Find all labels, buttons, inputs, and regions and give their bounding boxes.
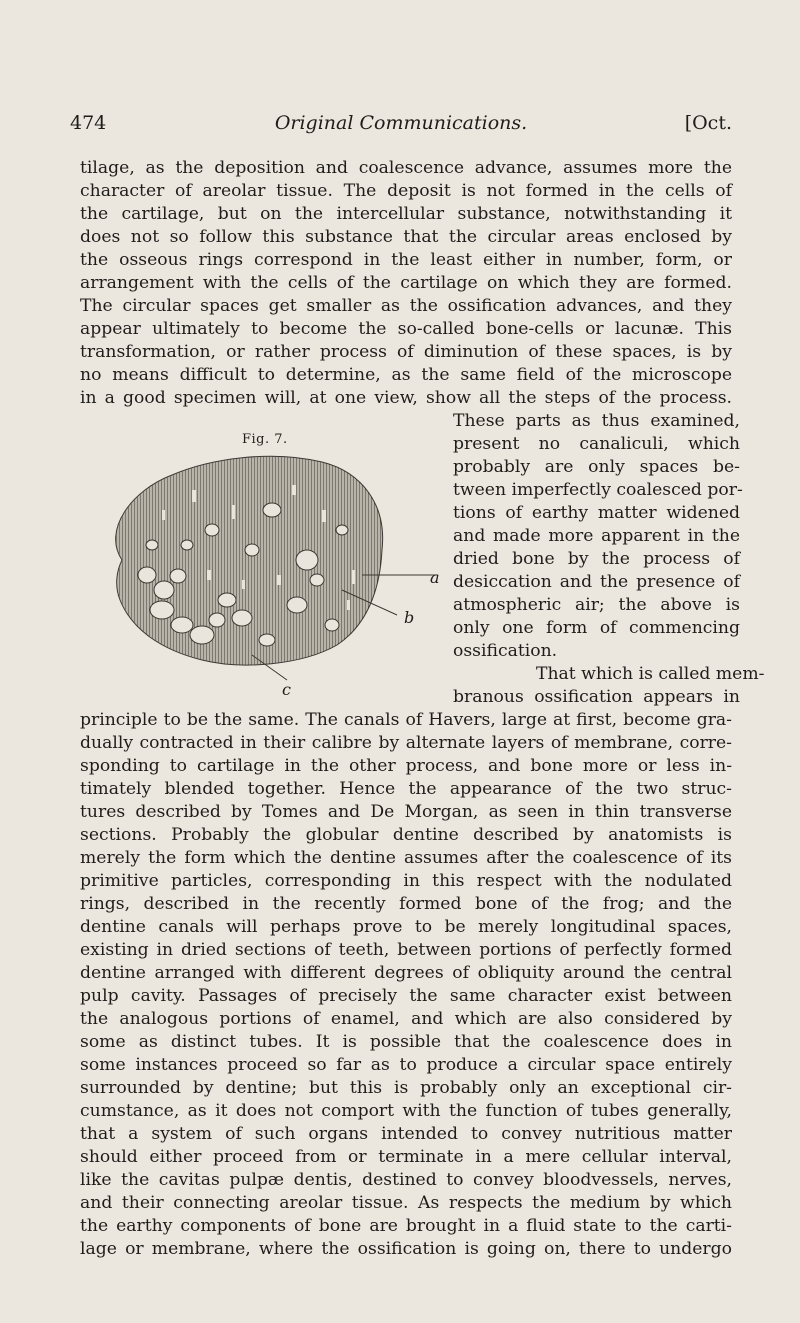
text-line: atmospheric air; the above is <box>453 595 740 615</box>
text-line: that a system of such organs intended to convey nutritious matter <box>80 1124 732 1144</box>
text-line: sections. Probably the globular dentine described by anatomists is <box>80 825 732 845</box>
text-line: The circular spaces get smaller as the ossification advances, and they <box>80 296 732 316</box>
text-line: character of areolar tissue. The deposit is not formed in the cells of <box>80 181 732 201</box>
figure-label-b: b <box>404 608 415 627</box>
text-line: arrangement with the cells of the cartilage on which they are formed. <box>80 273 732 293</box>
text-line: tilage, as the deposition and coalescence advance, assumes more the <box>80 158 732 178</box>
text-line: probably are only spaces be- <box>453 457 740 477</box>
text-line: dentine canals will perhaps prove to be merely longitudinal spaces, <box>80 917 732 937</box>
running-title: Original Communications. <box>274 112 528 134</box>
text-line: tions of earthy matter widened <box>453 503 740 523</box>
text-line: desiccation and the presence of <box>453 572 740 592</box>
text-line: timately blended together. Hence the appearance of the two struc- <box>80 779 732 799</box>
text-line: tures described by Tomes and De Morgan, as seen in thin transverse <box>80 802 732 822</box>
text-line: present no canaliculi, which <box>453 434 740 454</box>
running-header <box>70 112 732 142</box>
text-line: the analogous portions of enamel, and which are also considered by <box>80 1009 732 1029</box>
text-line: dentine arranged with different degrees of obliquity around the central <box>80 963 732 983</box>
text-line: the osseous rings correspond in the least either in number, form, or <box>80 250 732 270</box>
text-line: principle to be the same. The canals of Havers, large at first, become gra- <box>80 710 732 730</box>
text-line: These parts as thus examined, <box>453 411 740 431</box>
text-line: branous ossification appears in <box>453 687 740 707</box>
text-line: appear ultimately to become the so-called bone-cells or lacunæ. This <box>80 319 732 339</box>
text-line: and their connecting areolar tissue. As respects the medium by which <box>80 1193 732 1213</box>
text-line: sponding to cartilage in the other process, and bone more or less in- <box>80 756 732 776</box>
figure-7 <box>92 432 440 702</box>
text-line: lage or membrane, where the ossification is going on, there to undergo <box>80 1239 732 1259</box>
text-line: no means difficult to determine, as the same field of the microscope <box>80 365 732 385</box>
text-line: the cartilage, but on the intercellular substance, notwithstanding it <box>80 204 732 224</box>
figure-caption: Fig. 7. <box>242 432 288 447</box>
figure-label-a: a <box>430 568 440 587</box>
text-line: existing in dried sections of teeth, between portions of perfectly formed <box>80 940 732 960</box>
text-line: primitive particles, corresponding in this respect with the nodulated <box>80 871 732 891</box>
page-number: 474 <box>70 112 107 134</box>
text-line: only one form of commencing <box>453 618 740 638</box>
text-line: rings, described in the recently formed bone of the frog; and the <box>80 894 732 914</box>
text-line: merely the form which the dentine assumes after the coalescence of its <box>80 848 732 868</box>
text-line: some instances proceed so far as to produce a circular space entirely <box>80 1055 732 1075</box>
text-line: the earthy components of bone are brought in a fluid state to the carti- <box>80 1216 732 1236</box>
header-month: [Oct. <box>684 112 732 134</box>
text-line: tween imperfectly coalesced por- <box>453 480 743 500</box>
text-line: and made more apparent in the <box>453 526 740 546</box>
text-line: surrounded by dentine; but this is probably only an exceptional cir- <box>80 1078 732 1098</box>
text-line: in a good specimen will, at one view, show all the steps of the process. <box>80 388 732 408</box>
text-line: cumstance, as it does not comport with the function of tubes generally, <box>80 1101 732 1121</box>
text-line: transformation, or rather process of diminution of these spaces, is by <box>80 342 732 362</box>
bone-section-illustration <box>92 450 437 700</box>
text-line: dried bone by the process of <box>453 549 740 569</box>
figure-label-c: c <box>282 680 291 699</box>
text-line: ossification. <box>453 641 558 661</box>
text-line: should either proceed from or terminate in a mere cellular interval, <box>80 1147 732 1167</box>
text-line: That which is called mem- <box>536 664 765 684</box>
text-line: like the cavitas pulpæ dentis, destined to convey bloodvessels, nerves, <box>80 1170 732 1190</box>
text-line: does not so follow this substance that the circular areas enclosed by <box>80 227 732 247</box>
text-line: pulp cavity. Passages of precisely the same character exist between <box>80 986 732 1006</box>
text-line: some as distinct tubes. It is possible that the coalescence does in <box>80 1032 732 1052</box>
text-line: dually contracted in their calibre by alternate layers of membrane, corre- <box>80 733 732 753</box>
